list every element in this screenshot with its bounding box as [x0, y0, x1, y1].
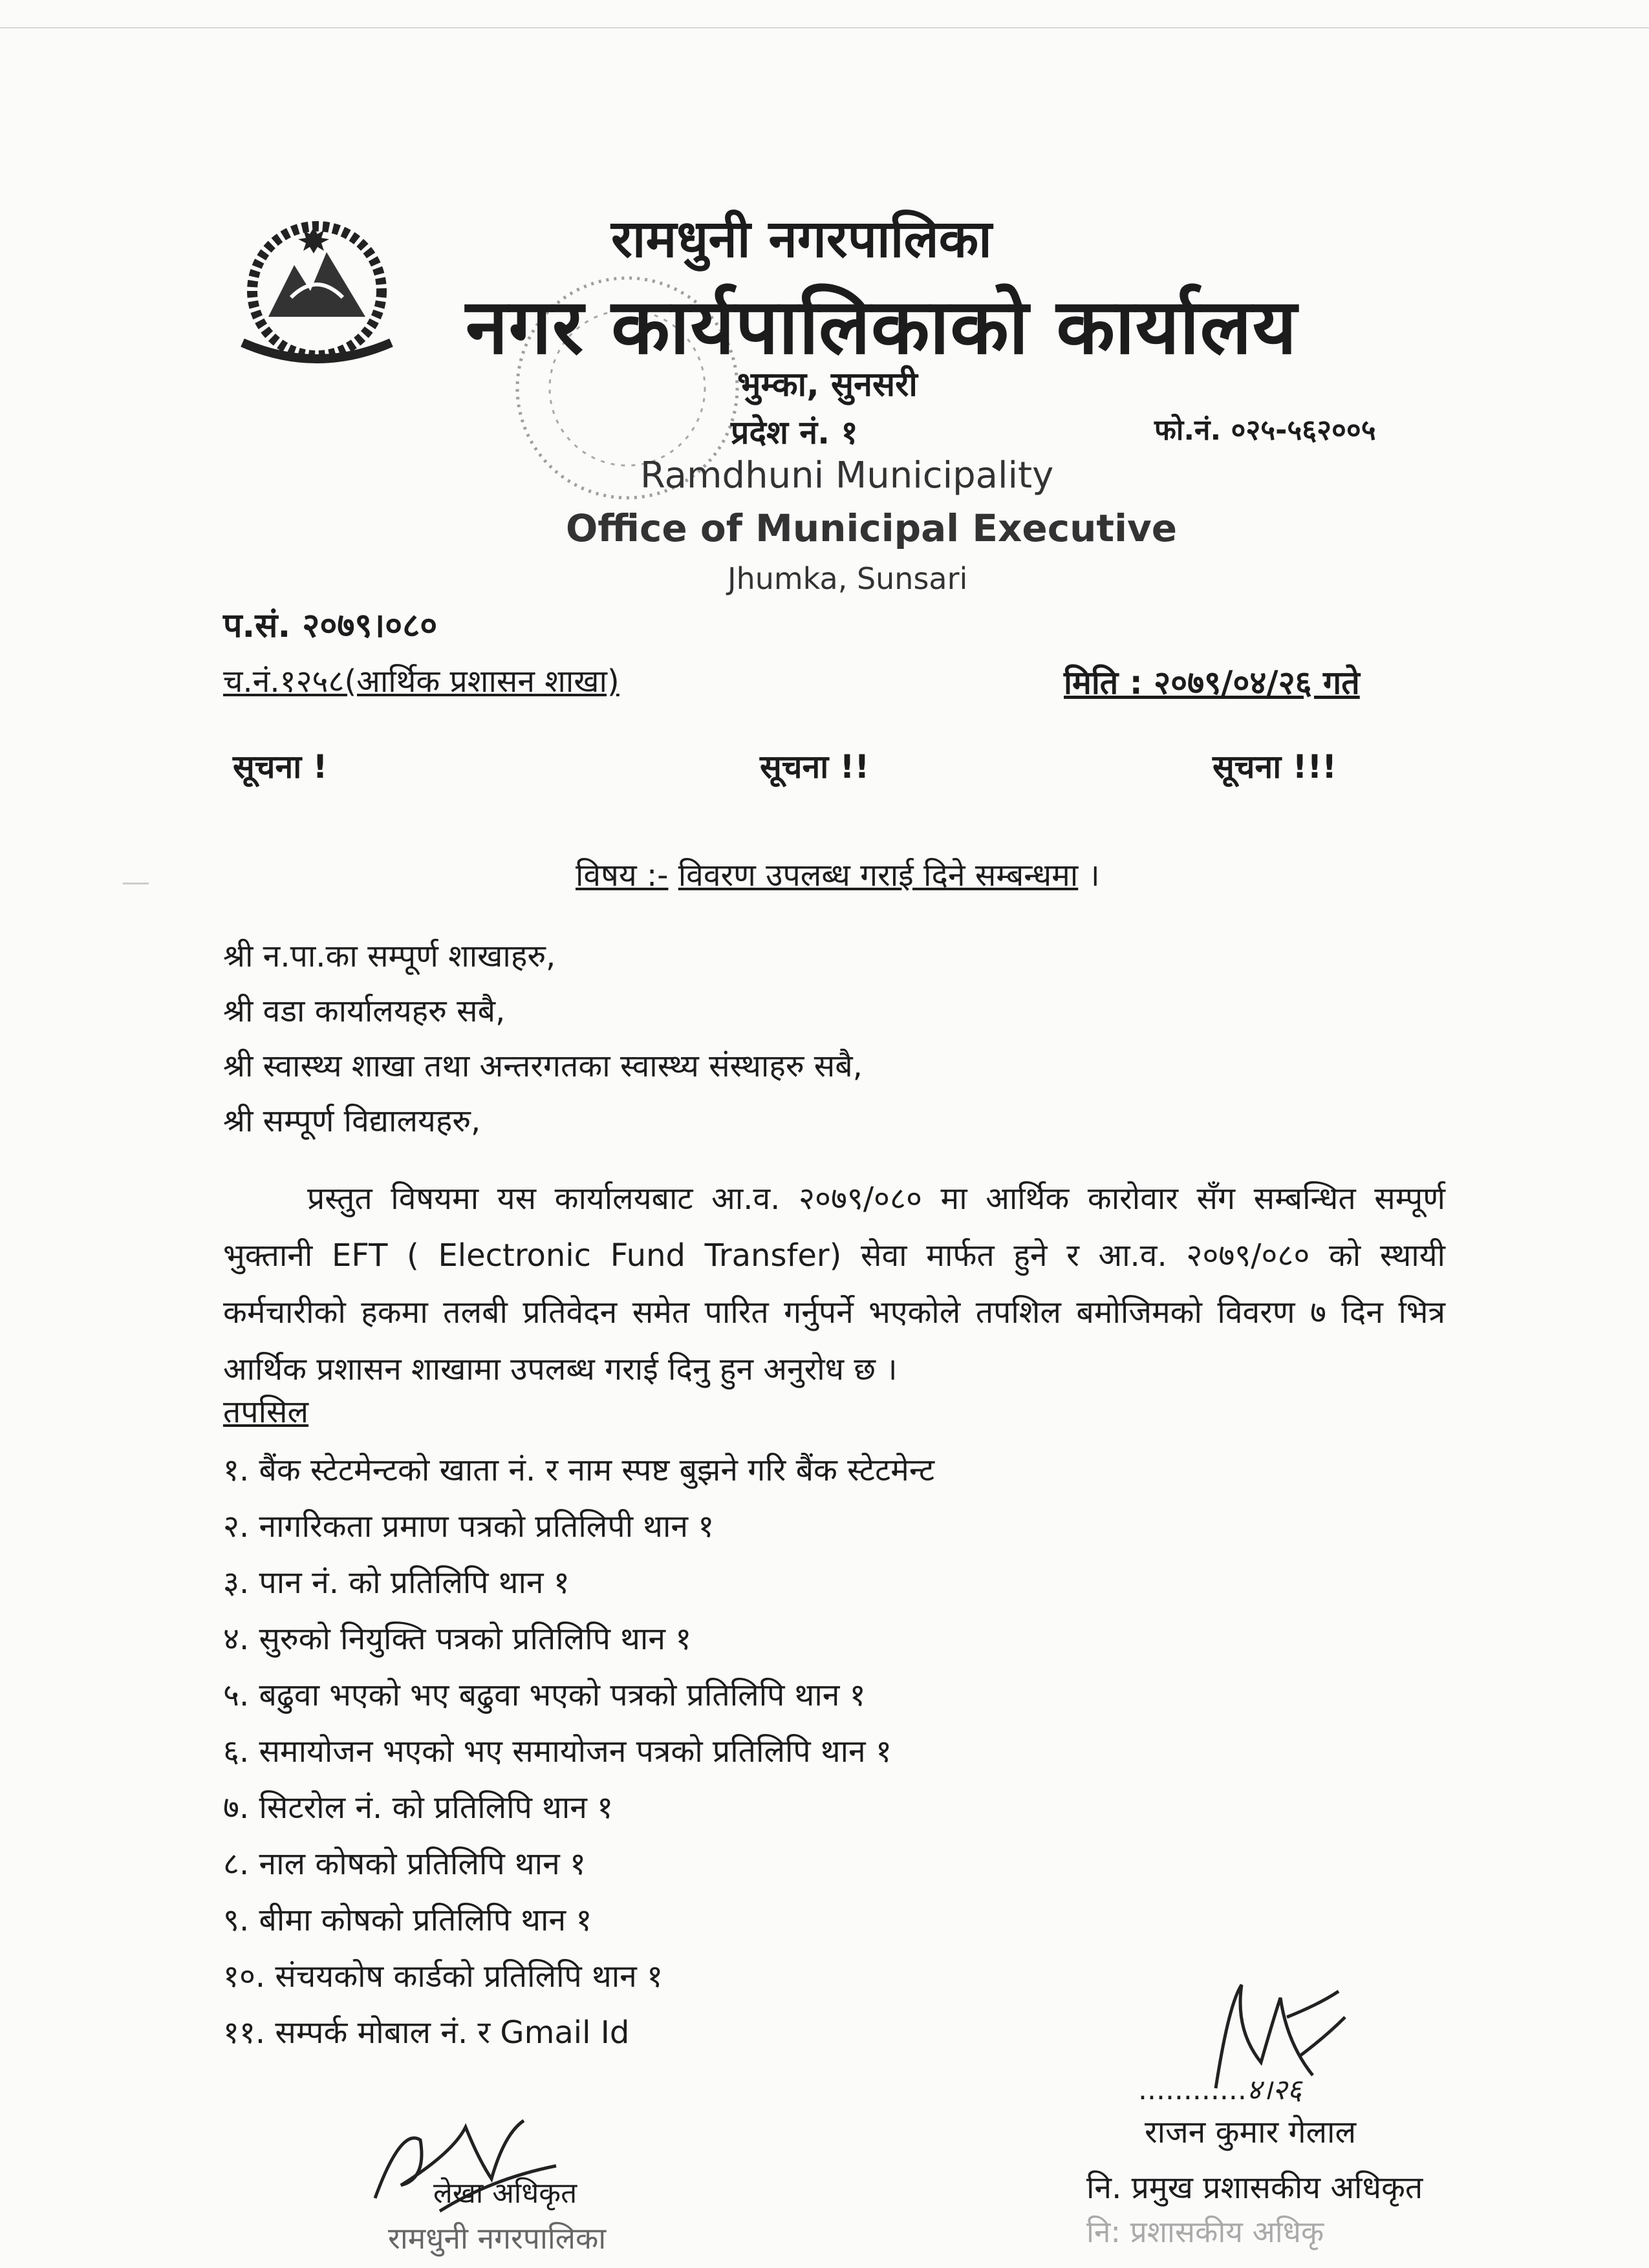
- addressee-line: श्री सम्पूर्ण विद्यालयहरु,: [223, 1103, 481, 1139]
- list-item: ५. बढुवा भएको भए बढुवा भएको पत्रको प्रतिलिपि थान १: [223, 1677, 866, 1713]
- nepal-emblem-icon: [230, 220, 404, 369]
- list-item: ४. सुरुको नियुक्ति पत्रको प्रतिलिपि थान १: [223, 1621, 692, 1657]
- addressee-line: श्री वडा कार्यालयहरु सबै,: [223, 993, 506, 1029]
- province-np: प्रदेश नं. १: [731, 414, 858, 451]
- subject-end: ।: [1078, 857, 1100, 893]
- letter-date: मिति : २०७९/०४/२६ गते: [1064, 664, 1360, 701]
- signatory-name: राजन कुमार गेलाल: [1145, 2114, 1357, 2150]
- notice-heading-1: सूचना !: [233, 748, 328, 786]
- body-paragraph: प्रस्तुत विषयमा यस कार्यालयबाट आ.व. २०७९/०८० मा आर्थिक कारोवार सँग सम्बन्धित सम्पूर्ण भुक्तानी EFT ( Electronic Fund Transfer) सेवा मार्फत हुने र आ.व. २०७९/०८० को स्थायी कर्मचारीको हकमा तलबी प्रतिवेदन समेत पारित गर्नुपर्ने भएकोले तपशिल बमोजिमको विवरण ७ दिन भित्र आर्थिक प्रशासन शाखामा उपलब्ध गराई दिनु हुन अनुरोध छ ।: [223, 1181, 1445, 1387]
- list-item: १०. संचयकोष कार्डको प्रतिलिपि थान १: [223, 1958, 663, 1995]
- signatory-title: नि. प्रमुख प्रशासकीय अधिकृत: [1086, 2170, 1423, 2206]
- addressee-line: श्री न.पा.का सम्पूर्ण शाखाहरु,: [223, 938, 556, 974]
- list-item: २. नागरिकता प्रमाण पत्रको प्रतिलिपी थान १: [223, 1508, 715, 1545]
- subject-line: [576, 853, 1100, 895]
- office-name-np: नगर कार्यपालिकाको कार्यालय: [466, 282, 1298, 371]
- dispatch-handwritten-number: १२५८: [279, 663, 345, 700]
- list-item: ८. नाल कोषको प्रतिलिपि थान १: [223, 1846, 586, 1882]
- municipality-name-np: रामधुनी नगरपालिका: [611, 209, 992, 269]
- notice-heading-3: सूचना !!!: [1212, 748, 1337, 786]
- stamp-smudge: नि: प्रशासकीय अधिकृ: [1086, 2214, 1324, 2249]
- address-np: भुम्का, सुनसरी: [737, 365, 918, 404]
- scan-edge-line: [0, 27, 1649, 28]
- notice-heading-2: सूचना !!: [760, 748, 870, 786]
- addressee-line: श्री स्वास्थ्य शाखा तथा अन्तरगतका स्वास्थ्य संस्थाहरु सबै,: [223, 1048, 863, 1084]
- list-item: ११. सम्पर्क मोबाल नं. र Gmail Id: [223, 2015, 630, 2051]
- phone-number: फो.नं. ०२५-५६२००५: [1154, 414, 1376, 447]
- dispatch-branch: (आर्थिक प्रशासन शाखा): [344, 663, 620, 700]
- signature-dots: ............४।२६: [1138, 2073, 1302, 2106]
- dispatch-prefix: च.नं.: [223, 663, 280, 700]
- subject-text: विवरण उपलब्ध गराई दिने सम्बन्धमा: [678, 857, 1079, 893]
- office-name-en: Office of Municipal Executive: [566, 506, 1178, 550]
- accountant-label: लेखा अधिकृत: [433, 2177, 577, 2210]
- dispatch-number: [223, 659, 620, 701]
- list-item: ७. सिटरोल नं. को प्रतिलिपि थान १: [223, 1790, 614, 1826]
- list-item: ६. समायोजन भएको भए समायोजन पत्रको प्रतिलिपि थान १: [223, 1733, 892, 1770]
- address-en: Jhumka, Sunsari: [727, 561, 968, 596]
- scan-mark: [123, 883, 149, 884]
- list-item: ३. पान नं. को प्रतिलिपि थान १: [223, 1565, 570, 1601]
- subject-label: विषय :-: [576, 857, 669, 893]
- accountant-footer: रामधुनी नगरपालिका: [388, 2221, 607, 2256]
- list-title: तपसिल: [223, 1394, 309, 1430]
- list-item: ९. बीमा कोषको प्रतिलिपि थान १: [223, 1902, 592, 1938]
- municipality-name-en: Ramdhuni Municipality: [640, 455, 1054, 497]
- list-item: १. बैंक स्टेटमेन्टको खाता नं. र नाम स्पष्ट बुझने गरि बैंक स्टेटमेन्ट: [223, 1452, 935, 1488]
- fiscal-year-ref: प.सं. २०७९।०८०: [223, 606, 438, 645]
